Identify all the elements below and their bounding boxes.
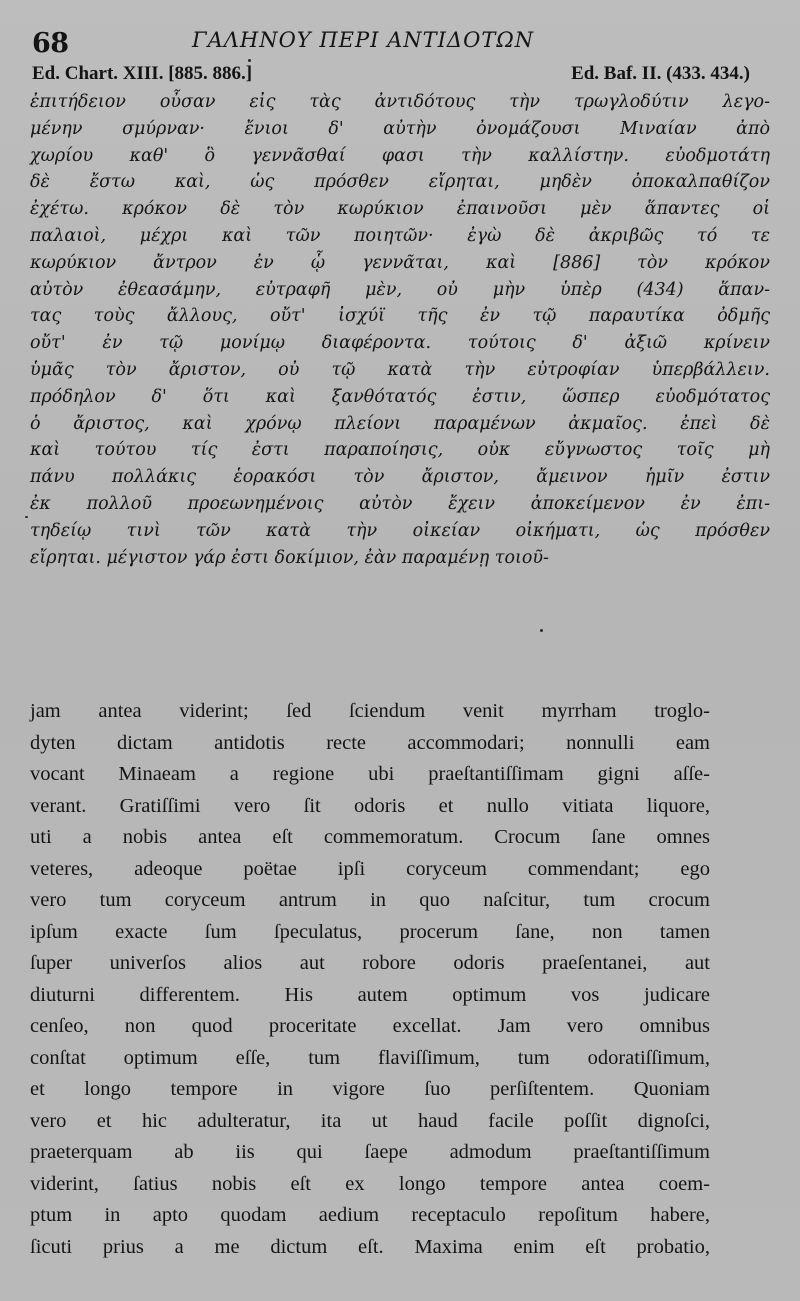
greek-line: μένην σμύρναν· ἔνιοι δ' αὐτὴν ὀνομάζουσι Μιναίαν ἀπὸ: [30, 118, 770, 139]
greek-line: ἐχέτω. κρόκον δὲ τὸν κωρύκιον ἐπαινοῦσι μὲν ἅπαντες οἱ: [30, 199, 770, 220]
edition-basel: Ed. Baf. II. (433. 434.): [571, 63, 750, 84]
latin-line: conſtat optimum eſſe, tum flaviſſimum, tum odoratiſſimum,: [30, 1046, 710, 1069]
latin-line: ipſum exacte ſum ſpeculatus, procerum ſane, non tamen: [30, 920, 710, 943]
greek-line: ὁ ἄριστος, καὶ χρόνῳ πλείονι παραμένων ἀκμαῖος. ἐπεὶ δὲ: [30, 413, 770, 434]
latin-line: veteres, adeoque poëtae ipſi coryceum commendant; ego: [30, 857, 710, 880]
latin-line: diuturni differentem. His autem optimum vos judicare: [30, 983, 710, 1006]
latin-line: dyten dictam antidotis recte accommodari; nonnulli eam: [30, 731, 710, 754]
greek-line: τηδείῳ τινὶ τῶν κατὰ τὴν οἰκείαν οἰκήματι, ὡς πρόσθεν: [30, 520, 770, 541]
page-number: 68: [32, 28, 69, 59]
greek-line: ἐπιτήδειον οὖσαν εἰς τὰς ἀντιδότους τὴν τρωγλοδύτιν λεγο-: [30, 92, 770, 112]
greek-line: αὐτὸν ἐθεασάμην, εὐτραφῆ μὲν, οὐ μὴν ὑπὲρ (434) ἅπαν-: [30, 279, 770, 300]
greek-line: ὑμᾶς τὸν ἄριστον, οὐ τῷ κατὰ τὴν εὐτροφίαν ὑπερβάλλειν.: [30, 359, 770, 380]
greek-line: εἴρηται. μέγιστον γάρ ἐστι δοκίμιον, ἐὰν παραμένῃ τοιοῦ-: [30, 547, 549, 568]
latin-line: ptum in apto quodam aedium receptaculo repoſitum habere,: [30, 1204, 710, 1226]
greek-line: κωρύκιον ἄντρον ἐν ᾧ γεννᾶται, καὶ [886] τὸν κρόκον: [30, 252, 770, 273]
latin-line: vero tum coryceum antrum in quo naſcitur, tum crocum: [30, 889, 710, 911]
greek-line: καὶ τούτου τίς ἐστι παραποίησις, οὐκ εὔγνωστος τοῖς μὴ: [30, 440, 770, 461]
running-title: ΓΑΛΗΝΟΥ ΠΕΡΙ ΑΝΤΙΔΟΤΩΝ: [192, 28, 535, 52]
edition-chartier: Ed. Chart. XIII. [885. 886.]: [32, 63, 253, 84]
greek-line: τας τοὺς ἄλλους, οὔτ' ἰσχύϊ τῆς ἐν τῷ παραυτίκα ὀδμῆς: [30, 306, 770, 327]
print-speck: [540, 629, 543, 632]
latin-line: verant. Gratiſſimi vero ſit odoris et nullo vitiata liquore,: [30, 794, 710, 817]
greek-line: πάνυ πολλάκις ἑορακόσι τὸν ἄριστον, ἄμεινον ἡμῖν ἐστιν: [30, 467, 770, 488]
page-header: [32, 24, 762, 64]
latin-line: jam antea viderint; ſed ſciendum venit myrrham troglo-: [30, 700, 710, 722]
greek-line: παλαιοὶ, μέχρι καὶ τῶν ποιητῶν· ἐγὼ δὲ ἀκριβῶς τό τε: [30, 225, 770, 246]
latin-line: vero et hic adulteratur, ita ut haud facile poſſit dignoſci,: [30, 1109, 710, 1132]
latin-line: cenſeo, non quod proceritate excellat. Jam vero omnibus: [30, 1015, 710, 1037]
latin-line: praeterquam ab iis qui ſaepe admodum praeſtantiſſimum: [30, 1141, 710, 1163]
latin-line: ſicuti prius a me dictum eſt. Maxima enim eſt probatio,: [30, 1235, 710, 1258]
greek-line: δὲ ἔστω καὶ, ὡς πρόσθεν εἴρηται, μηδὲν ὀποκαλπαθίζον: [30, 172, 770, 193]
greek-line: οὔτ' ἐν τῷ μονίμῳ διαφέροντα. τούτοις δ' ἀξιῶ κρίνειν: [30, 333, 770, 354]
latin-text-block: [30, 696, 710, 1263]
edition-reference: [32, 63, 772, 89]
print-speck: [25, 516, 28, 518]
latin-line: uti a nobis antea eſt commemoratum. Crocum ſane omnes: [30, 826, 710, 848]
greek-line: χωρίου καθ' ὃ γεννᾶσθαί φασι τὴν καλλίστην. εὐοδμοτάτη: [30, 145, 770, 166]
latin-line: viderint, ſatius nobis eſt ex longo tempore antea coem-: [30, 1172, 710, 1195]
latin-line: vocant Minaeam a regione ubi praeſtantiſſimam gigni aſſe-: [30, 763, 710, 785]
greek-line: ἐκ πολλοῦ προεωνημένοις αὐτὸν ἔχειν ἀποκείμενον ἐν ἐπι-: [30, 493, 770, 514]
greek-text-block: [30, 89, 770, 571]
latin-line: ſuper univerſos alios aut robore odoris praeſentanei, aut: [30, 952, 710, 974]
print-speck: [248, 59, 251, 62]
latin-line: et longo tempore in vigore ſuo perſiſtentem. Quoniam: [30, 1078, 710, 1100]
greek-line: πρόδηλον δ' ὅτι καὶ ξανθότατός ἐστιν, ὥσπερ εὐοδμότατος: [30, 386, 770, 407]
